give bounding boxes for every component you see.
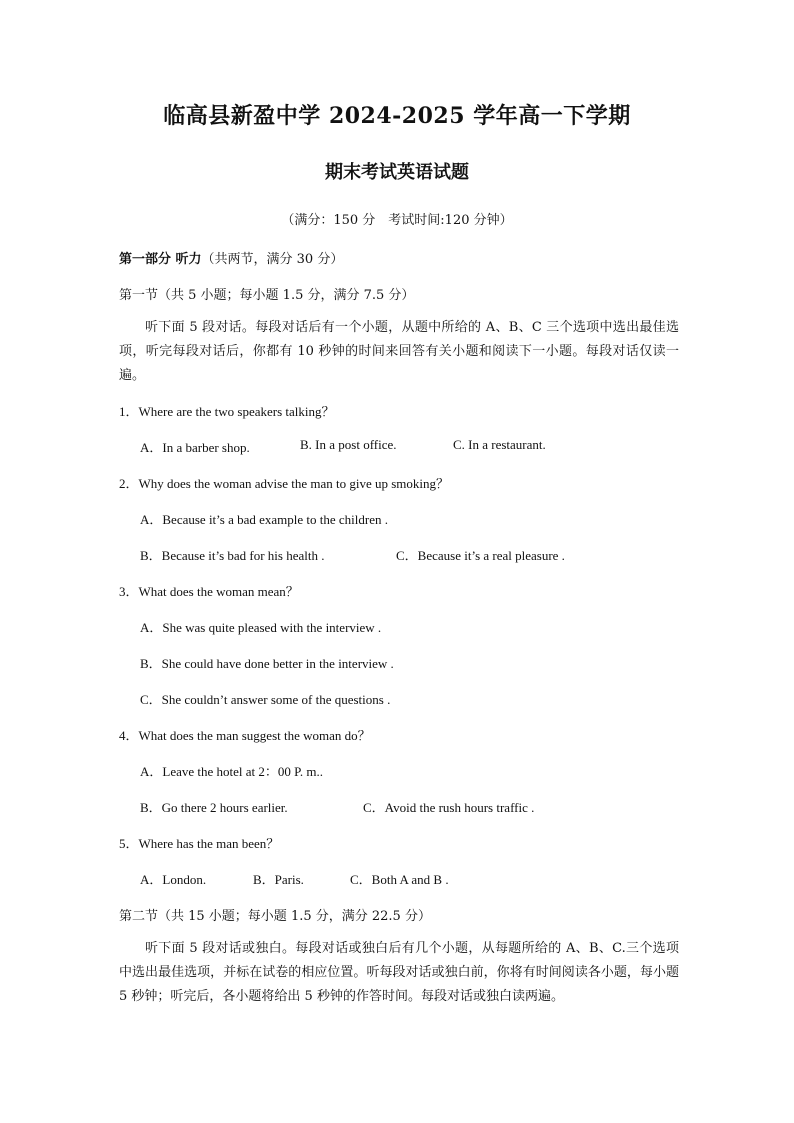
question-5-option-a: A．London. xyxy=(140,872,207,887)
part1-heading-rest: （共两节，满分 30 分） xyxy=(201,252,344,267)
section1-instructions: 听下面 5 段对话。每段对话后有一个小题，从题中所给的 A、B、C 三个选项中选出最佳选项，听完每段对话后，你都有 10 秒钟的时间来回答有关小题和阅读下一小题。每段对话仅读一遍。 xyxy=(119,320,679,383)
question-2-option-a: A．Because it’s a bad example to the children . xyxy=(140,512,389,527)
question-4-stem: 4．What does the man suggest the woman do？ xyxy=(119,728,371,743)
question-3-option-a: A．She was quite pleased with the interview . xyxy=(140,620,382,635)
question-2-stem: 2．Why does the woman advise the man to give up smoking？ xyxy=(119,476,450,491)
section1-heading: 第一节（共 5 小题；每小题 1.5 分，满分 7.5 分） xyxy=(119,288,415,303)
question-1-stem: 1．Where are the two speakers talking？ xyxy=(119,404,335,419)
exam-title: 临高县新盈中学 2024-2025 学年高一下学期 xyxy=(163,103,631,129)
question-3-option-b: B．She could have done better in the interview . xyxy=(140,656,394,671)
question-2-option-b: B．Because it’s bad for his health . xyxy=(140,548,325,563)
question-1-option-a: A．In a barber shop. xyxy=(140,440,250,455)
section2-instructions: 听下面 5 段对话或独白。每段对话或独白后有几个小题，从每题所给的 A、B、C.三个选项中选出最佳选项，并标在试卷的相应位置。听每段对话或独白前，你将有时间阅读各小题，每小题 5 秒钟；听完后，各小题将给出 5 秒钟的作答时间。每段对话或独白读两遍。 xyxy=(119,941,679,1004)
question-3-stem: 3．What does the woman mean？ xyxy=(119,584,299,599)
section2-heading: 第二节（共 15 小题；每小题 1.5 分，满分 22.5 分） xyxy=(119,909,431,924)
question-4-option-a: A．Leave the hotel at 2：00 P. m.. xyxy=(140,764,324,779)
question-5-stem: 5．Where has the man been？ xyxy=(119,836,280,851)
exam-meta: （满分：150 分 考试时间:120 分钟） xyxy=(281,213,513,228)
question-2-option-c: C．Because it’s a real pleasure . xyxy=(396,548,565,563)
question-1-option-c: C. In a restaurant. xyxy=(453,437,546,452)
exam-subtitle: 期末考试英语试题 xyxy=(325,162,469,183)
question-4-option-b: B．Go there 2 hours earlier. xyxy=(140,800,288,815)
part1-heading xyxy=(119,248,343,267)
question-5-option-c: C．Both A and B . xyxy=(350,872,449,887)
question-1-option-b: B. In a post office. xyxy=(300,437,397,452)
question-4-option-c: C．Avoid the rush hours traffic . xyxy=(363,800,535,815)
part1-heading-bold: 第一部分 听力 xyxy=(119,252,202,267)
question-3-option-c: C．She couldn’t answer some of the questions . xyxy=(140,692,391,707)
question-5-option-b: B．Paris. xyxy=(253,872,304,887)
